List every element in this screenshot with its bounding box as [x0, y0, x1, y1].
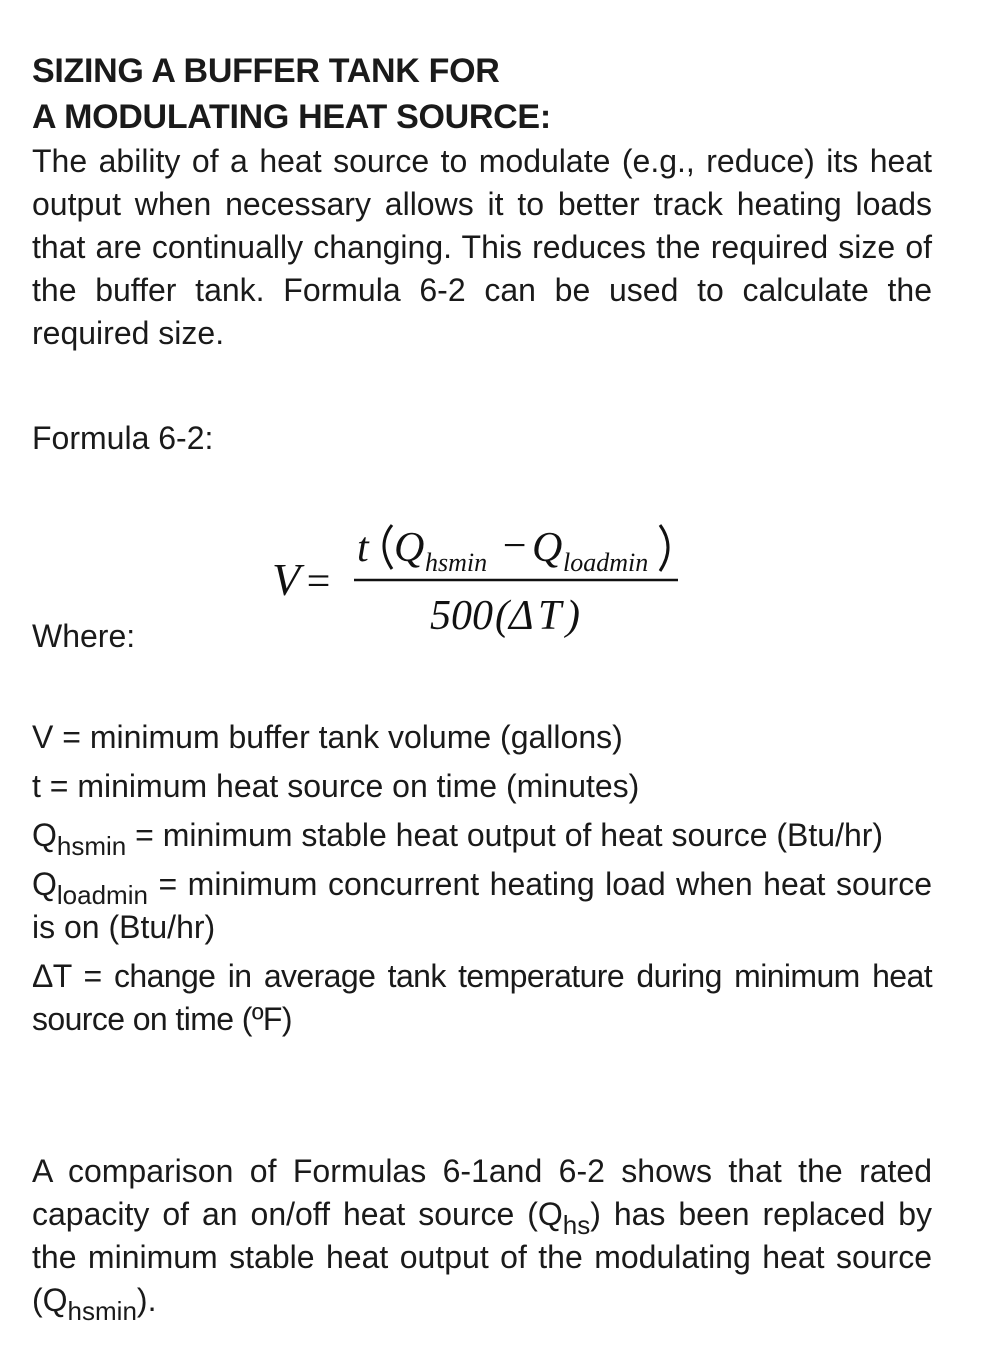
closing-paragraph	[32, 1150, 933, 1326]
formula-lhs: V	[272, 554, 301, 605]
definition-v: V = minimum buffer tank volume (gallons)	[32, 719, 623, 755]
definition-delta-t: ΔT = change in average tank temperature during minimum heat source on time (ºF)	[32, 958, 932, 1037]
formula-q1-sub: hsmin	[425, 548, 488, 577]
formula-equals: =	[304, 559, 333, 605]
heading-line-1: SIZING A BUFFER TANK FOR	[32, 52, 500, 90]
qloadmin-subscript: loadmin	[56, 880, 148, 910]
definition-t: t = minimum heat source on time (minutes)	[32, 768, 640, 804]
formula-den-delta: Δ	[509, 593, 534, 639]
definition-qhsmin	[32, 814, 932, 861]
closing-part-1: A comparison of Formulas 6-1and 6-2 shows that the rated capacity of an on/off heat source (Q	[32, 1153, 932, 1232]
qhsmin-symbol: Q	[32, 817, 57, 853]
formula-den-open-paren: (	[495, 593, 509, 639]
closing-subscript-1: hs	[562, 1210, 591, 1240]
section-heading	[32, 48, 932, 140]
qloadmin-symbol: Q	[32, 866, 57, 902]
formula-q1: Q	[394, 525, 425, 571]
closing-part-3: ).	[136, 1282, 157, 1318]
qhsmin-subscript: hsmin	[56, 831, 127, 861]
formula-q2-sub: loadmin	[563, 548, 649, 577]
formula-den-T: T	[538, 593, 562, 639]
formula-q2: Q	[532, 525, 563, 571]
closing-part-2: ) has been replaced by the minimum stable heat output of the modulating heat source (Q	[32, 1196, 933, 1318]
closing-subscript-2: hsmin	[67, 1296, 137, 1326]
formula-right-paren	[660, 525, 668, 571]
formula-minus: −	[500, 523, 529, 569]
definition-qloadmin	[32, 863, 932, 949]
definitions-list	[32, 716, 932, 1047]
formula-label: Formula 6-2:	[32, 420, 214, 456]
formula-left-paren	[384, 525, 392, 569]
document-page	[32, 48, 933, 1326]
formula-6-2	[242, 473, 702, 643]
qhsmin-text: = minimum stable heat output of heat source (Btu/hr)	[126, 817, 884, 853]
formula-t: t	[357, 525, 369, 571]
qloadmin-text: = minimum concurrent heating load when heat source is on (Btu/hr)	[32, 866, 932, 945]
where-label: Where:	[32, 618, 136, 654]
heading-line-2: A MODULATING HEAT SOURCE:	[32, 98, 551, 136]
formula-den-number: 500	[430, 593, 493, 639]
formula-den-close-paren: )	[566, 593, 580, 639]
intro-paragraph: The ability of a heat source to modulate (e.g., reduce) its heat output when necessary allows it to better track heating loads that are continually changing. This reduces the required size of the buffer tank. Formula 6-2 can be used to calculate the required size.	[32, 143, 932, 351]
